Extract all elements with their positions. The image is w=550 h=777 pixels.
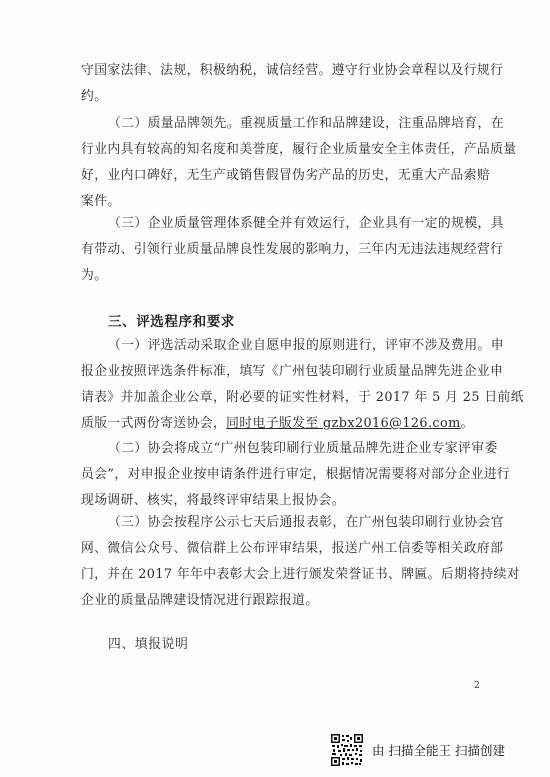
text-line: （三）协会按程序公示七天后通报表彰，在广州包装印刷行业协会官	[108, 515, 504, 530]
text-line: 门，并在 2017 年年中表彰大会上进行颁发荣誉证书、牌匾。后期将持续对	[81, 567, 521, 582]
criteria-paragraph-two	[81, 111, 517, 215]
text-line: （三）企业质量管理体系健全并有效运行，企业具有一定的规模，具	[108, 216, 504, 231]
text-line: 行业内具有较高的知名度和美誉度，履行企业质量安全主体责任，产品质量	[81, 142, 517, 157]
process-paragraph-two	[81, 436, 510, 514]
text-line: 企业的质量品牌建设情况进行跟踪报道。	[81, 593, 319, 608]
text-segment: 。	[460, 416, 474, 431]
process-paragraph-three	[81, 510, 520, 614]
page-number: 2	[474, 681, 480, 691]
scanner-watermark	[330, 733, 505, 767]
process-paragraph-one	[81, 333, 524, 437]
text-line	[81, 411, 524, 437]
text-line: 有带动、引领行业质量品牌良性发展的影响力，三年内无违法违规经营行	[81, 242, 504, 257]
email-link[interactable]: 同时电子版发至 gzbx2016@126.com	[226, 416, 461, 431]
text-line: 守国家法律、法规，积极纳税，诚信经营。遵守行业协会章程以及行规行	[81, 63, 504, 78]
text-line: 现场调研、核实，将最终评审结果上报协会。	[81, 493, 345, 508]
section-three-heading: 三、评选程序和要求	[108, 314, 235, 330]
text-line: 报企业按照评选条件标准，填写《广州包装印刷行业质量品牌先进企业申	[81, 364, 504, 379]
criteria-paragraph-three	[81, 211, 504, 289]
text-line: 网、微信公众号、微信群上公布评审结果，报送广州工信委等相关政府部	[81, 541, 504, 556]
text-segment: 质版一式两份寄送协会，	[81, 416, 227, 431]
text-line: （二）协会将成立“广州包装印刷行业质量品牌先进企业专家评审委	[108, 441, 498, 456]
text-line: 员会”，对申报企业按申请条件进行审定，根据情况需要将对部分企业进行	[81, 467, 511, 482]
text-line: 为。	[81, 268, 108, 283]
section-four-heading: 四、填报说明	[108, 637, 189, 652]
text-line: 约。	[81, 89, 108, 104]
watermark-text: 由 扫描全能王 扫描创建	[372, 743, 505, 758]
intro-paragraph	[81, 58, 503, 110]
text-line: （一）评选活动采取企业自愿申报的原则进行，评审不涉及费用。申	[108, 338, 504, 353]
text-line: 请表》并加盖企业公章，附必要的证实性材料，于 2017 年 5 月 25 日前纸	[81, 390, 524, 405]
qr-code-icon	[330, 733, 364, 767]
text-line: （二）质量品牌领先。重视质量工作和品牌建设，注重品牌培育，在	[108, 116, 504, 131]
text-line: 好，业内口碑好，无生产或销售假冒伪劣产品的历史，无重大产品索赔	[81, 168, 491, 183]
text-line: 案件。	[81, 194, 121, 209]
